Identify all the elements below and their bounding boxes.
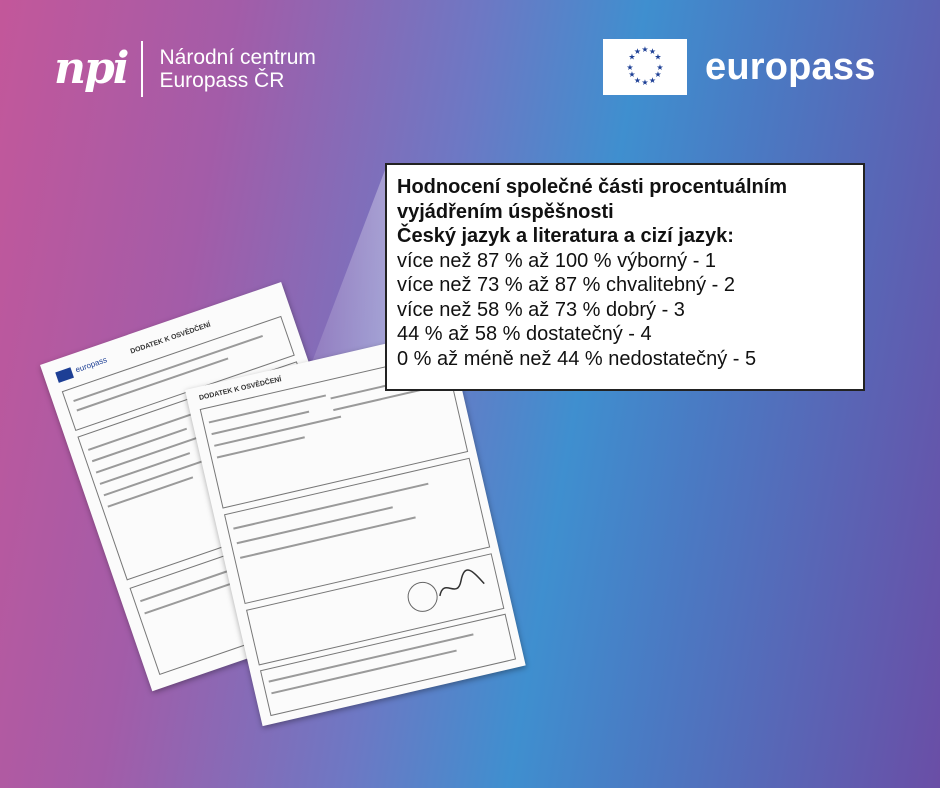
grade-line-2: více než 73 % až 87 % chvalitebný - 2 [397, 274, 735, 296]
grade-line-4: 44 % až 58 % dostatečný - 4 [397, 323, 652, 345]
svg-text:★: ★ [633, 47, 642, 56]
npi-name [159, 46, 315, 92]
doc-europass-logo: europass [74, 355, 109, 375]
doc-title: DODATEK K OSVĚDČENÍ [129, 321, 212, 356]
svg-text:★: ★ [628, 70, 636, 79]
svg-text:★: ★ [656, 63, 664, 72]
svg-text:★: ★ [641, 78, 649, 87]
grade-line-1: více než 87 % až 100 % výborný - 1 [397, 249, 717, 272]
callout-heading-line2: vyjádřením úspěšnosti [397, 200, 614, 223]
npi-logo [54, 38, 316, 100]
grade-line-3: více než 58 % až 73 % dobrý - 3 [397, 298, 685, 321]
doc-title: DODATEK K OSVĚDČENÍ [198, 376, 283, 402]
logo-divider [141, 41, 143, 97]
eu-flag-icon [603, 39, 687, 95]
svg-text:★: ★ [626, 63, 634, 72]
grading-callout [385, 163, 865, 391]
svg-text:★: ★ [628, 52, 636, 62]
europass-wordmark: europass [705, 45, 876, 88]
svg-text:★: ★ [648, 47, 657, 56]
npi-name-line1: Národní centrum [159, 46, 316, 69]
npi-name-line2: Europass ČR [159, 69, 285, 92]
callout-subheading: Český jazyk a literatura a cizí jazyk: [397, 225, 734, 247]
svg-text:★: ★ [648, 76, 657, 85]
svg-text:★: ★ [633, 76, 642, 85]
callout-heading-line1: Hodnocení společné části procentuálním [397, 176, 788, 198]
eu-flag-icon [55, 367, 74, 383]
npi-mark: npi [54, 43, 128, 94]
svg-text:★: ★ [654, 70, 662, 79]
svg-text:★: ★ [654, 52, 662, 62]
svg-text:★: ★ [641, 45, 649, 54]
europass-logo [603, 39, 876, 95]
grade-line-5: 0 % až méně než 44 % nedostatečný - 5 [397, 347, 757, 370]
